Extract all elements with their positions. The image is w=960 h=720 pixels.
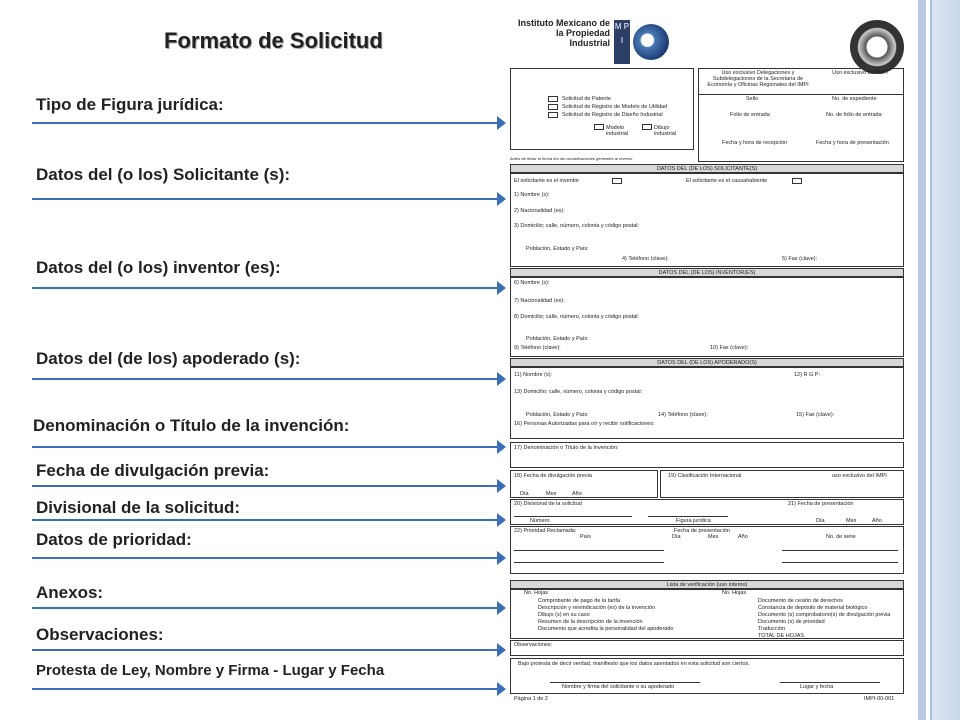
arrow-solicitante	[32, 198, 498, 200]
lista-item: Documento de cesión de derechos	[758, 598, 843, 604]
label-solicitante: Datos del (o los) Solicitante (s):	[36, 165, 291, 184]
f21-anio: Año	[872, 518, 882, 524]
observaciones-label: Observaciones:	[514, 642, 553, 648]
slide-edge-panel	[930, 0, 960, 720]
observaciones-box	[510, 640, 904, 656]
no-folio-entrada: No. de folio de entrada	[826, 112, 882, 118]
arrow-observaciones	[32, 649, 498, 651]
arrow-prioridad	[32, 557, 498, 559]
f19-uso-impi: uso exclusivo del IMPI	[832, 473, 887, 479]
arrow-anexos	[32, 607, 498, 609]
s2-fax: 10) Fax (clave):	[710, 345, 749, 351]
label-apoderado: Datos del (de los) apoderado (s):	[36, 349, 301, 368]
arrow-protesta	[32, 688, 498, 690]
s3-poblacion: Población, Estado y País:	[526, 412, 589, 418]
opt-patente: Solicitud de Patente	[562, 96, 611, 102]
s3-personas: 16) Personas Autorizadas para oír y recibir notificaciones:	[514, 421, 655, 427]
checkbox-dibujo-industrial	[642, 124, 652, 130]
f18-dia: Día	[520, 491, 529, 497]
protesta-texto: Bajo protesta de decir verdad, manifiesto que los datos asentados en esta solicitud son ciertos.	[518, 661, 750, 667]
lista-item: TOTAL DE HOJAS	[758, 633, 805, 639]
label-protesta: Protesta de Ley, Nombre y Firma - Lugar y Fecha	[36, 662, 385, 679]
solicitud-form-document	[510, 68, 904, 708]
arrow-divisional	[32, 519, 498, 521]
lista-item: Comprobante de pago de la tarifa	[538, 598, 620, 604]
s1-nacionalidad: 2) Nacionalidad (es):	[514, 208, 565, 214]
f22-anio: Año	[738, 534, 748, 540]
no-expediente: No. de expediente	[832, 96, 877, 102]
lista-item: Resumen de la descripción de la invención	[538, 619, 643, 625]
s3-nombre: 11) Nombre (s):	[514, 372, 553, 378]
label-observaciones: Observaciones:	[36, 625, 164, 644]
fecha-presentacion: Fecha y hora de presentación	[816, 140, 889, 146]
arrow-fecha-divulgacion	[32, 485, 498, 487]
f19-clasificacion: 19) Clasificación Internacional	[668, 473, 742, 479]
label-denominacion: Denominación o Título de la invención:	[33, 416, 350, 435]
uso-delegaciones: Uso exclusivo Delegaciones y Subdelegaciones de la Secretaría de Economía y Oficinas Regionales del IMPI	[707, 70, 809, 88]
f20-numero: Número	[530, 518, 550, 524]
label-anexos: Anexos:	[36, 583, 104, 602]
lista-item: Descripción y reivindicación (es) de la invención	[538, 605, 656, 611]
folio-entrada: Folio de entrada	[730, 112, 770, 118]
opt-modelo-industrial: Modelo industrial	[606, 125, 629, 137]
page-number: Página 1 de 2	[514, 696, 548, 702]
s2-nombre: 6) Nombre (s):	[514, 280, 550, 286]
s1-fax: 5) Fax (clave):	[782, 256, 818, 262]
lista-item: Traducción	[758, 626, 786, 632]
s1-nombre: 1) Nombre (s):	[514, 192, 550, 198]
impi-logo	[516, 18, 661, 66]
f22-prioridad: 22) Prioridad Reclamada:	[514, 528, 577, 534]
s1-poblacion: Población, Estado y País:	[526, 246, 589, 252]
arrow-denominacion	[32, 446, 498, 448]
f20-figura: Figura jurídica	[676, 518, 711, 524]
checkbox-modelo-industrial	[594, 124, 604, 130]
sec1-box	[510, 173, 904, 267]
arrow-inventor	[32, 287, 498, 289]
f22-no-serie: No. de serie	[826, 534, 856, 540]
arrow-tipo-figura	[32, 122, 498, 124]
label-divisional: Divisional de la solicitud:	[36, 498, 241, 517]
sec3-header: DATOS DEL (DE LOS) APODERADO(S)	[510, 358, 904, 367]
f20-divisional: 20) Divisional de la solicitud	[514, 501, 582, 507]
sello: Sello	[746, 96, 759, 102]
s3-domicilio: 13) Domicilio; calle, número, colonia y código postal:	[514, 389, 643, 395]
arrow-apoderado	[32, 378, 498, 380]
lista-header: Lista de verificación (uso interno)	[510, 580, 904, 589]
label-fecha-divulgacion: Fecha de divulgación previa:	[36, 461, 270, 480]
s3-rgp: 12) R G P:	[794, 372, 820, 378]
s3-telefono: 14) Teléfono (clave):	[658, 412, 708, 418]
f22-fecha-presentacion: Fecha de presentación	[674, 528, 730, 534]
sec3-box	[510, 367, 904, 439]
sec1-header: DATOS DEL (DE LOS) SOLICITANTE(S)	[510, 164, 904, 173]
f22-pais: País	[580, 534, 592, 540]
label-prioridad: Datos de prioridad:	[36, 530, 192, 549]
f21-fecha-presentacion: 21) Fecha de presentación	[788, 501, 854, 507]
page-title: Formato de Solicitud	[164, 28, 383, 53]
checkbox-diseno	[548, 112, 558, 118]
f17-denominacion: 17) Denominación o Título de la Invención:	[514, 445, 619, 451]
f22-mes: Mes	[708, 534, 719, 540]
opt-diseno: Solicitud de Registro de Diseño Industrial	[562, 112, 663, 118]
certification-seal-icon	[850, 20, 904, 74]
lista-item: Documento (s) de prioridad	[758, 619, 825, 625]
fecha-recepcion: Fecha y hora de recepción	[722, 140, 788, 146]
lugar-fecha-label: Lugar y fecha	[800, 684, 834, 690]
globe-icon	[633, 24, 669, 60]
sec1-causahabiente: El solicitante es el causahabiente	[686, 178, 768, 184]
form-code: IMPI-00-001	[864, 696, 895, 702]
label-inventor: Datos del (o los) inventor (es):	[36, 258, 281, 277]
firma-label: Nombre y firma del solicitante o su apoderado	[562, 684, 675, 690]
checkbox-modelo-utilidad	[548, 104, 558, 110]
lista-item: Documento que acredita la personalidad del apoderado	[538, 626, 674, 632]
sec1-inventor: El solicitante es el inventor	[514, 178, 580, 184]
lista-item: Documento (s) comprobatorio(s) de divulgación previa	[758, 612, 891, 618]
f21-dia: Día	[816, 518, 825, 524]
lista-no-hojas-left: No. Hojas	[524, 590, 549, 596]
opt-dibujo-industrial: Dibujo industrial	[654, 125, 677, 137]
lista-no-hojas-right: No. Hojas	[722, 590, 747, 596]
s3-fax: 15) Fax (clave):	[796, 412, 835, 418]
f22-dia: Día	[672, 534, 681, 540]
s1-domicilio: 3) Domicilio; calle, número, colonia y código postal:	[514, 223, 640, 229]
s2-nacionalidad: 7) Nacionalidad (es):	[514, 298, 565, 304]
opt-modelo-utilidad: Solicitud de Registro de Modelo de Utilidad	[562, 104, 668, 110]
lista-item: Constancia de depósito de material biológico	[758, 605, 868, 611]
uso-impi: Uso exclusivo del IMPI	[832, 70, 888, 76]
aviso: Antes de llenar la forma lea las consideraciones generales al reverso	[510, 156, 633, 161]
f21-mes: Mes	[846, 518, 857, 524]
logo-mpi-block: M P I	[614, 20, 630, 64]
s2-poblacion: Población, Estado y País:	[526, 336, 589, 342]
slide-edge-bar	[918, 0, 926, 720]
s2-telefono: 9) Teléfono (clave):	[514, 345, 561, 351]
f18-anio: Año	[572, 491, 582, 497]
f18-mes: Mes	[546, 491, 557, 497]
checkbox-patente	[548, 96, 558, 102]
s2-domicilio: 8) Domicilio; calle, número, colonia y código postal:	[514, 314, 640, 320]
s1-telefono: 4) Teléfono (clave):	[622, 256, 669, 262]
sec2-header: DATOS DEL (DE LOS) INVENTOR(ES)	[510, 268, 904, 277]
label-tipo-figura: Tipo de Figura jurídica:	[36, 95, 224, 114]
logo-text: Instituto Mexicano de la Propiedad Industrial	[517, 18, 610, 48]
lista-item: Dibujo (s) en su caso	[538, 612, 590, 618]
f18-fecha-divulgacion: 18) Fecha de divulgación previa	[514, 473, 592, 479]
